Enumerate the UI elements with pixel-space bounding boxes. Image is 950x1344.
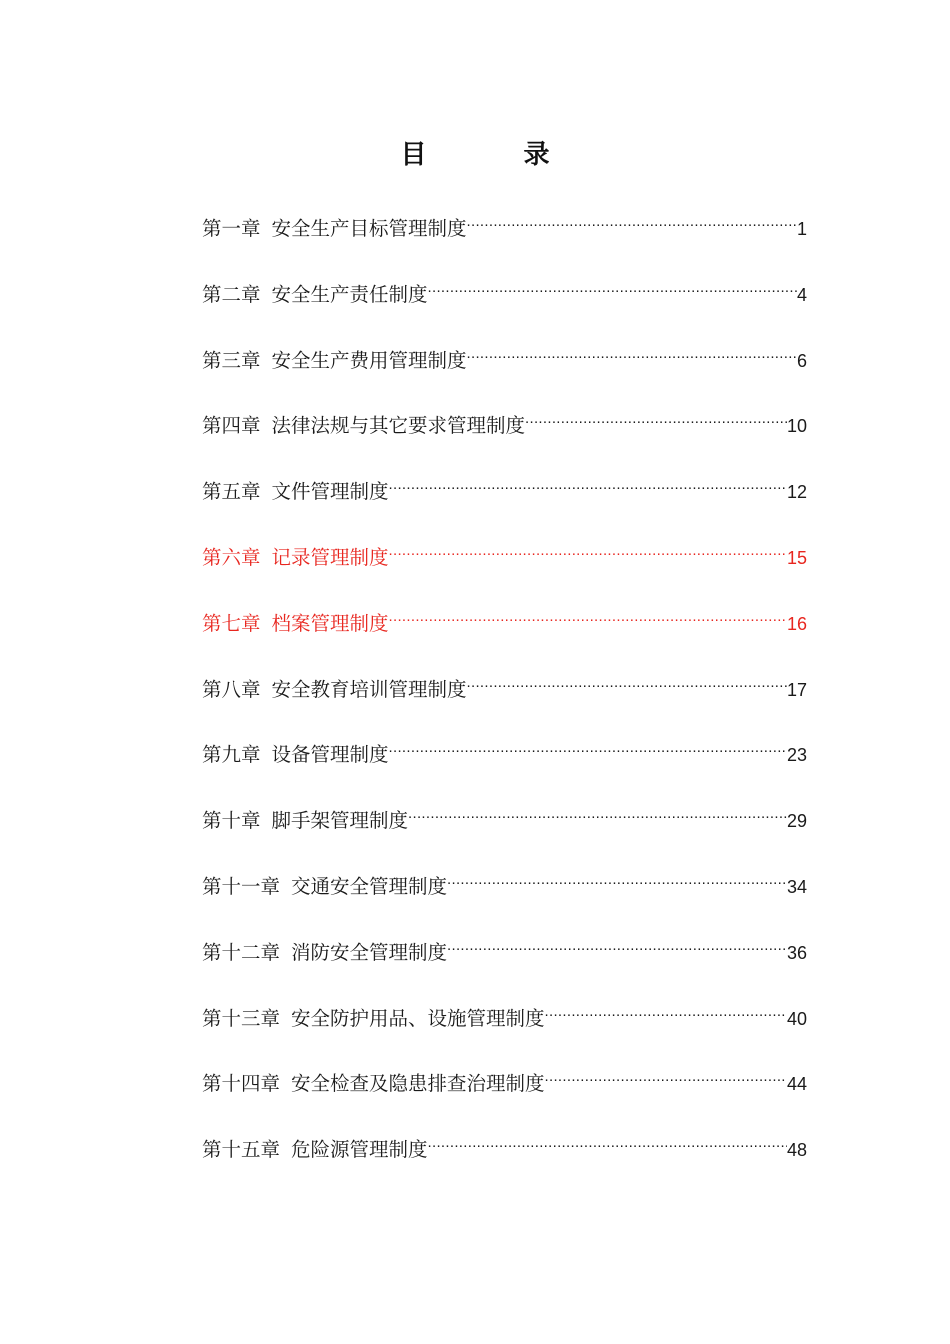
- chapter-title: 安全生产责任制度: [271, 282, 428, 306]
- chapter-number: 第二章: [202, 282, 261, 306]
- toc-entry[interactable]: [202, 857, 807, 923]
- toc-entry[interactable]: [202, 989, 807, 1055]
- chapter-title: 安全防护用品、设施管理制度: [291, 1006, 545, 1030]
- page-number: 15: [786, 547, 807, 568]
- chapter-number: 第十章: [202, 809, 261, 833]
- page-number: 23: [786, 745, 807, 766]
- page-number: 29: [786, 811, 807, 832]
- page-number: 10: [786, 416, 807, 437]
- page-number: 1: [796, 219, 807, 239]
- chapter-number: 第七章: [202, 611, 261, 635]
- toc-entry[interactable]: [202, 791, 807, 857]
- dot-leader: [447, 857, 787, 893]
- chapter-number: 第一章: [202, 217, 261, 240]
- chapter-title: 脚手架管理制度: [271, 809, 409, 833]
- chapter-title: 文件管理制度: [271, 480, 389, 504]
- page-number: 40: [786, 1008, 807, 1029]
- dot-leader: [467, 331, 797, 367]
- toc-entry[interactable]: [202, 199, 807, 265]
- chapter-title: 危险源管理制度: [291, 1138, 428, 1162]
- chapter-title: 安全生产目标管理制度: [271, 217, 467, 240]
- chapter-title: 安全检查及隐患排查治理制度: [291, 1072, 545, 1096]
- toc-title: 目 录: [400, 140, 594, 170]
- chapter-number: 第五章: [202, 480, 261, 504]
- dot-leader: [545, 1054, 787, 1090]
- dot-leader: [525, 396, 787, 432]
- page-number: 34: [786, 876, 807, 897]
- chapter-title: 安全生产费用管理制度: [271, 348, 467, 372]
- dot-leader: [467, 199, 797, 235]
- toc-entry[interactable]: [202, 923, 807, 989]
- dot-leader: [389, 725, 787, 761]
- dot-leader: [467, 660, 787, 696]
- chapter-number: 第十一章: [202, 874, 281, 898]
- toc-entry[interactable]: [202, 528, 807, 594]
- dot-leader: [428, 1120, 787, 1156]
- chapter-number: 第六章: [202, 545, 261, 569]
- chapter-number: 第十五章: [202, 1138, 281, 1162]
- dot-leader: [428, 265, 797, 301]
- toc-entry[interactable]: [202, 331, 807, 397]
- chapter-number: 第十三章: [202, 1006, 281, 1030]
- toc-entry[interactable]: [202, 725, 807, 791]
- page-number: 44: [786, 1074, 807, 1095]
- chapter-title: 法律法规与其它要求管理制度: [271, 414, 526, 438]
- chapter-number: 第十四章: [202, 1072, 281, 1096]
- page-number: 12: [786, 482, 807, 503]
- chapter-title: 档案管理制度: [271, 611, 389, 635]
- table-of-contents: [202, 199, 807, 1186]
- toc-entry[interactable]: [202, 462, 807, 528]
- page-number: 36: [786, 942, 807, 963]
- chapter-number: 第十二章: [202, 940, 281, 964]
- toc-entry[interactable]: [202, 660, 807, 726]
- chapter-number: 第三章: [202, 348, 261, 372]
- dot-leader: [408, 791, 787, 827]
- dot-leader: [447, 923, 787, 959]
- page-number: 4: [796, 284, 807, 305]
- toc-entry[interactable]: [202, 1120, 807, 1186]
- chapter-title: 消防安全管理制度: [291, 940, 448, 964]
- chapter-title: 记录管理制度: [271, 545, 389, 569]
- toc-entry[interactable]: [202, 594, 807, 660]
- dot-leader: [389, 528, 787, 564]
- page-number: 6: [796, 350, 807, 371]
- dot-leader: [389, 594, 787, 630]
- chapter-title: 安全教育培训管理制度: [271, 677, 467, 701]
- page-number: 17: [786, 679, 807, 700]
- page-number: 48: [786, 1140, 807, 1161]
- chapter-title: 交通安全管理制度: [291, 874, 448, 898]
- chapter-title: 设备管理制度: [271, 743, 389, 767]
- chapter-number: 第八章: [202, 677, 261, 701]
- toc-entry[interactable]: [202, 396, 807, 462]
- toc-entry[interactable]: [202, 1054, 807, 1120]
- dot-leader: [545, 989, 787, 1025]
- chapter-number: 第九章: [202, 743, 261, 767]
- dot-leader: [389, 462, 787, 498]
- page-number: 16: [786, 613, 807, 634]
- chapter-number: 第四章: [202, 414, 261, 438]
- toc-entry[interactable]: [202, 265, 807, 331]
